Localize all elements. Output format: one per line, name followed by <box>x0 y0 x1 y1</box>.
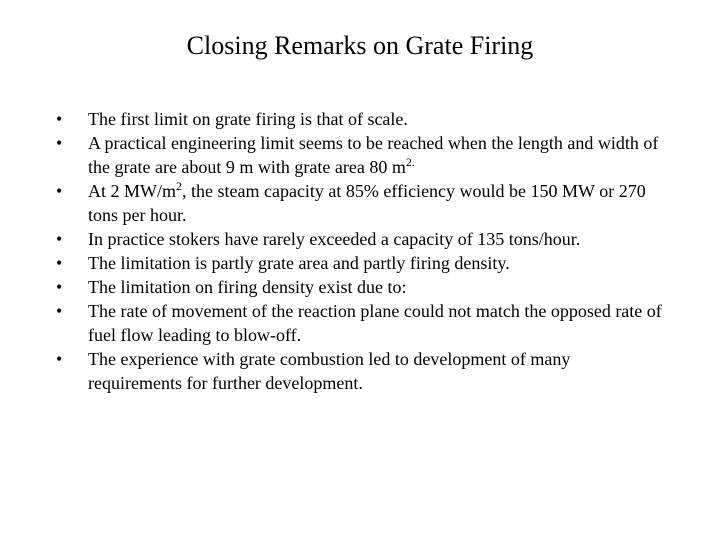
bullet-icon: • <box>56 277 63 297</box>
bullet-text: In practice stokers have rarely exceeded a capacity of 135 tons/hour. <box>88 229 581 249</box>
bullet-list <box>56 107 666 395</box>
bullet-icon: • <box>56 109 63 129</box>
bullet-icon: • <box>56 133 63 153</box>
bullet-item <box>56 107 666 131</box>
bullet-item <box>56 275 666 299</box>
superscript: 2 <box>176 179 182 193</box>
bullet-item <box>56 131 666 179</box>
bullet-icon: • <box>56 181 63 201</box>
bullet-text: The limitation on firing density exist due to: <box>88 277 407 297</box>
bullet-text: The limitation is partly grate area and partly firing density. <box>88 253 510 273</box>
bullet-icon: • <box>56 253 63 273</box>
superscript: 2. <box>405 155 415 169</box>
bullet-icon: • <box>56 349 63 369</box>
bullet-icon: • <box>56 229 63 249</box>
bullet-text: The first limit on grate firing is that of scale. <box>88 109 408 129</box>
bullet-text: At 2 MW/m <box>88 181 176 201</box>
bullet-item <box>56 227 666 251</box>
slide-title: Closing Remarks on Grate Firing <box>186 31 534 60</box>
bullet-item <box>56 347 666 395</box>
bullet-item <box>56 179 666 227</box>
bullet-text: A practical engineering limit seems to be reached when the length and width of the grate are about 9 m with grate area 80 m <box>88 133 659 177</box>
bullet-item <box>56 251 666 275</box>
bullet-icon: • <box>56 301 63 321</box>
bullet-text: The experience with grate combustion led to development of many requirements for further development. <box>88 349 571 393</box>
bullet-text: The rate of movement of the reaction plane could not match the opposed rate of fuel flow leading to blow-off. <box>88 301 662 345</box>
bullet-text-tail: , the steam capacity at 85% efficiency would be 150 MW or 270 tons per hour. <box>88 181 646 225</box>
bullet-item <box>56 299 666 347</box>
